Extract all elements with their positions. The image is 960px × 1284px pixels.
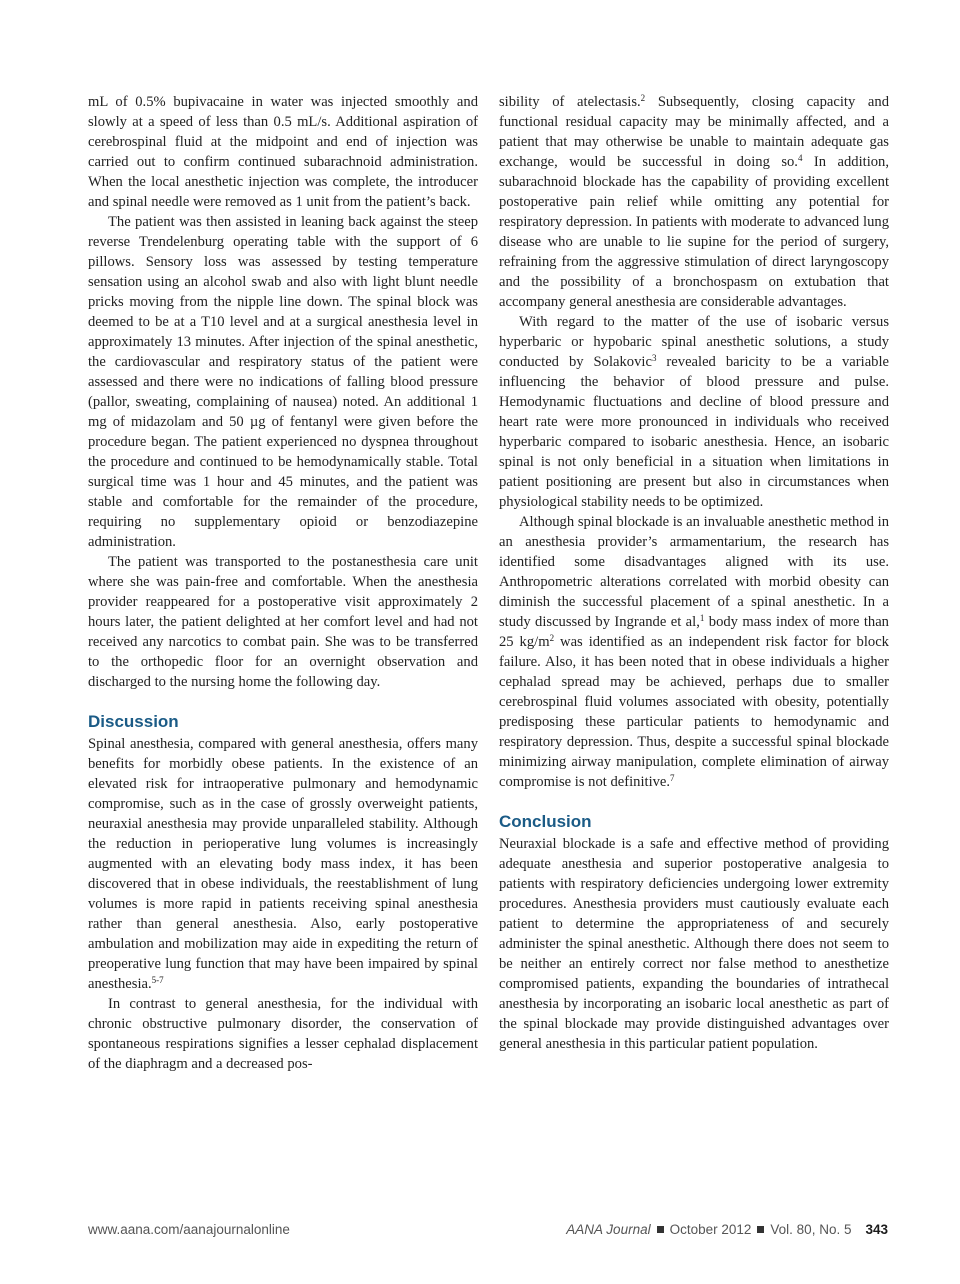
citation: 4 <box>797 153 803 163</box>
paragraph: Neuraxial blockade is a safe and effective method of providing adequate anesthesia and superior postoperative analgesia to patients with respiratory deficiencies undergoing lower extremity procedures. Anesthesia providers must cautiously evaluate each patient to determine the appropriateness of and securely administer the spinal anesthetic. Although there does not seem to be neither an entirely correct nor false method to anesthetize compromised patients, expanding the boundaries of intrathecal anesthesia by incorporating an isobaric local anesthetic as part of the spinal blockade may provide distinguished advantages over general anesthesia in this particular patient population. <box>499 836 889 1052</box>
citation: 3 <box>651 353 657 363</box>
footer-citation <box>566 1222 888 1237</box>
paragraph-text: Spinal anesthesia, compared with general anesthesia, offers many benefits for morbidly obese patients. In the existence of an elevated risk for intraoperative pulmonary and hemodynamic compromise, such as in the case of grossly overweight patients, neuraxial anesthesia may provide unparalleled stability. Although the reduction in perioperative lung volumes is increasingly augmented with an elevating body mass index, it has been discovered that in obese individuals, the reestablishment of lung volumes is more rapid in patients receiving spinal anesthesia rather than general anesthesia. Also, early postoperative ambulation and mobilization may aide in expediting the return of preoperative lung function that may have been impaired by spinal anesthesia. <box>88 736 478 992</box>
page-number: 343 <box>865 1222 888 1237</box>
journal-name: AANA Journal <box>566 1222 651 1237</box>
paragraph-text: body mass index of more than 25 kg/m <box>499 614 889 650</box>
paragraph-text: Although spinal blockade is an invaluable anesthetic method in an anesthesia provider’s armamentarium, the research has identified some disadvantages aligned with its use. Anthropometric alterations correlated with morbid obesity can diminish the successful placement of a spinal anesthetic. In a study discussed by Ingrande et al, <box>499 514 889 630</box>
section-heading-discussion: Discussion <box>88 712 179 731</box>
paragraph-text: revealed baricity to be a variable influencing the behavior of blood pressure and pulse. Hemodynamic fluctuations and decline of blood pressure and heart rate were more pronounced in individuals who received hyperbaric compared to isobaric anesthesia. Hence, an isobaric spinal is not only beneficial in a situation when limitations in patient positioning are present but also in circumstances when physiological stability needs to be optimized. <box>499 354 890 510</box>
paragraph-text: With regard to the matter of the use of isobaric versus hyperbaric or hypobaric spinal anesthetic solutions, a study conducted by Solakovic <box>499 314 889 370</box>
paragraph-text: sibility of atelectasis. <box>499 94 641 110</box>
citation: 7 <box>670 773 675 783</box>
issue-date: October 2012 <box>669 1222 752 1237</box>
paragraph-text: In addition, subarachnoid blockade has the capability of providing excellent postoperative pain relief while omitting any potential for respiratory depression. In patients with moderate to advanced lung disease who are unable to lie supine for the period of surgery, refraining from the aggressive stimulation of direct laryngoscopy and the possibility of a bronchospasm on extubation that accompany general anesthesia are considerable advantages. <box>499 154 890 310</box>
paragraph-text: was identified as an independent risk factor for block failure. Also, it has been noted that in obese individuals a higher cephalad spread may be achieved, perhaps due to smaller cerebrospinal fluid volumes associated with obesity, potentially predisposing these particular patients to hemodynamic and respiratory depression. Thus, despite a successful spinal blockade minimizing airway manipulation, complete elimination of airway compromise is not definitive. <box>499 634 889 790</box>
section-heading-conclusion: Conclusion <box>499 812 592 831</box>
superscript: 2 <box>549 633 555 643</box>
citation: 2 <box>640 93 646 103</box>
paragraph-text: Subsequently, closing capacity and functional residual capacity may be minimally affected, and a patient that may otherwise be unable to maintain adequate gas exchange, would be successful in doing so. <box>499 94 889 170</box>
volume-issue: Vol. 80, No. 5 <box>770 1222 852 1237</box>
paragraph: mL of 0.5% bupivacaine in water was injected smoothly and slowly at a speed of less than 0.5 mL/s. Additional aspiration of cerebrospinal fluid at the midpoint and end of injection was carried out to confirm continued subarachnoid administration. When the local anesthetic injection was complete, the introducer and spinal needle were removed as 1 unit from the patient’s back. <box>88 94 478 210</box>
footer-url: www.aana.com/aanajournalonline <box>88 1222 290 1237</box>
paragraph <box>499 512 889 792</box>
paragraph <box>499 92 889 312</box>
paragraph <box>88 734 478 994</box>
paragraph <box>499 312 889 512</box>
paragraph: The patient was then assisted in leaning back against the steep reverse Trendelenburg operating table with the support of 6 pillows. Sensory loss was assessed by testing temperature sensation using an alcohol swab and also with light blunt needle pricks moving from the nipple line down. The spinal block was deemed to be at a T10 level and at a surgical anesthesia level in approximately 13 minutes. After injection of the spinal anesthetic, the cardiovascular and respiratory status of the patient were assessed and there were no indications of falling blood pressure (pallor, sweating, complaining of nausea) noted. An additional 1 mg of midazolam and 50 µg of fentanyl were given before the procedure began. The patient experienced no dyspnea throughout the procedure and continued to be hemodynamically stable. Total surgical time was 1 hour and 45 minutes, and the patient was stable and comfortable for the remainder of the procedure, requiring no supplementary opioid or benzodiazepine administration. <box>88 214 478 550</box>
square-bullet-icon <box>757 1226 764 1233</box>
left-column <box>88 92 478 1074</box>
paragraph: In contrast to general anesthesia, for the individual with chronic obstructive pulmonary disorder, the conservation of spontaneous respirations signifies a lesser cephalad displacement of the diaphragm and a decreased pos- <box>88 996 478 1072</box>
square-bullet-icon <box>657 1226 664 1233</box>
citation: 5-7 <box>151 975 164 985</box>
right-column <box>499 92 889 1054</box>
citation: 1 <box>699 613 705 623</box>
paragraph: The patient was transported to the postanesthesia care unit where she was pain-free and comfortable. When the anesthesia provider reappeared for a postoperative visit approximately 2 hours later, the patient delighted at her comfort level and had not received any narcotics to combat pain. She was to be transferred to the orthopedic floor for an overnight observation and discharged to the nursing home the following day. <box>88 554 478 690</box>
